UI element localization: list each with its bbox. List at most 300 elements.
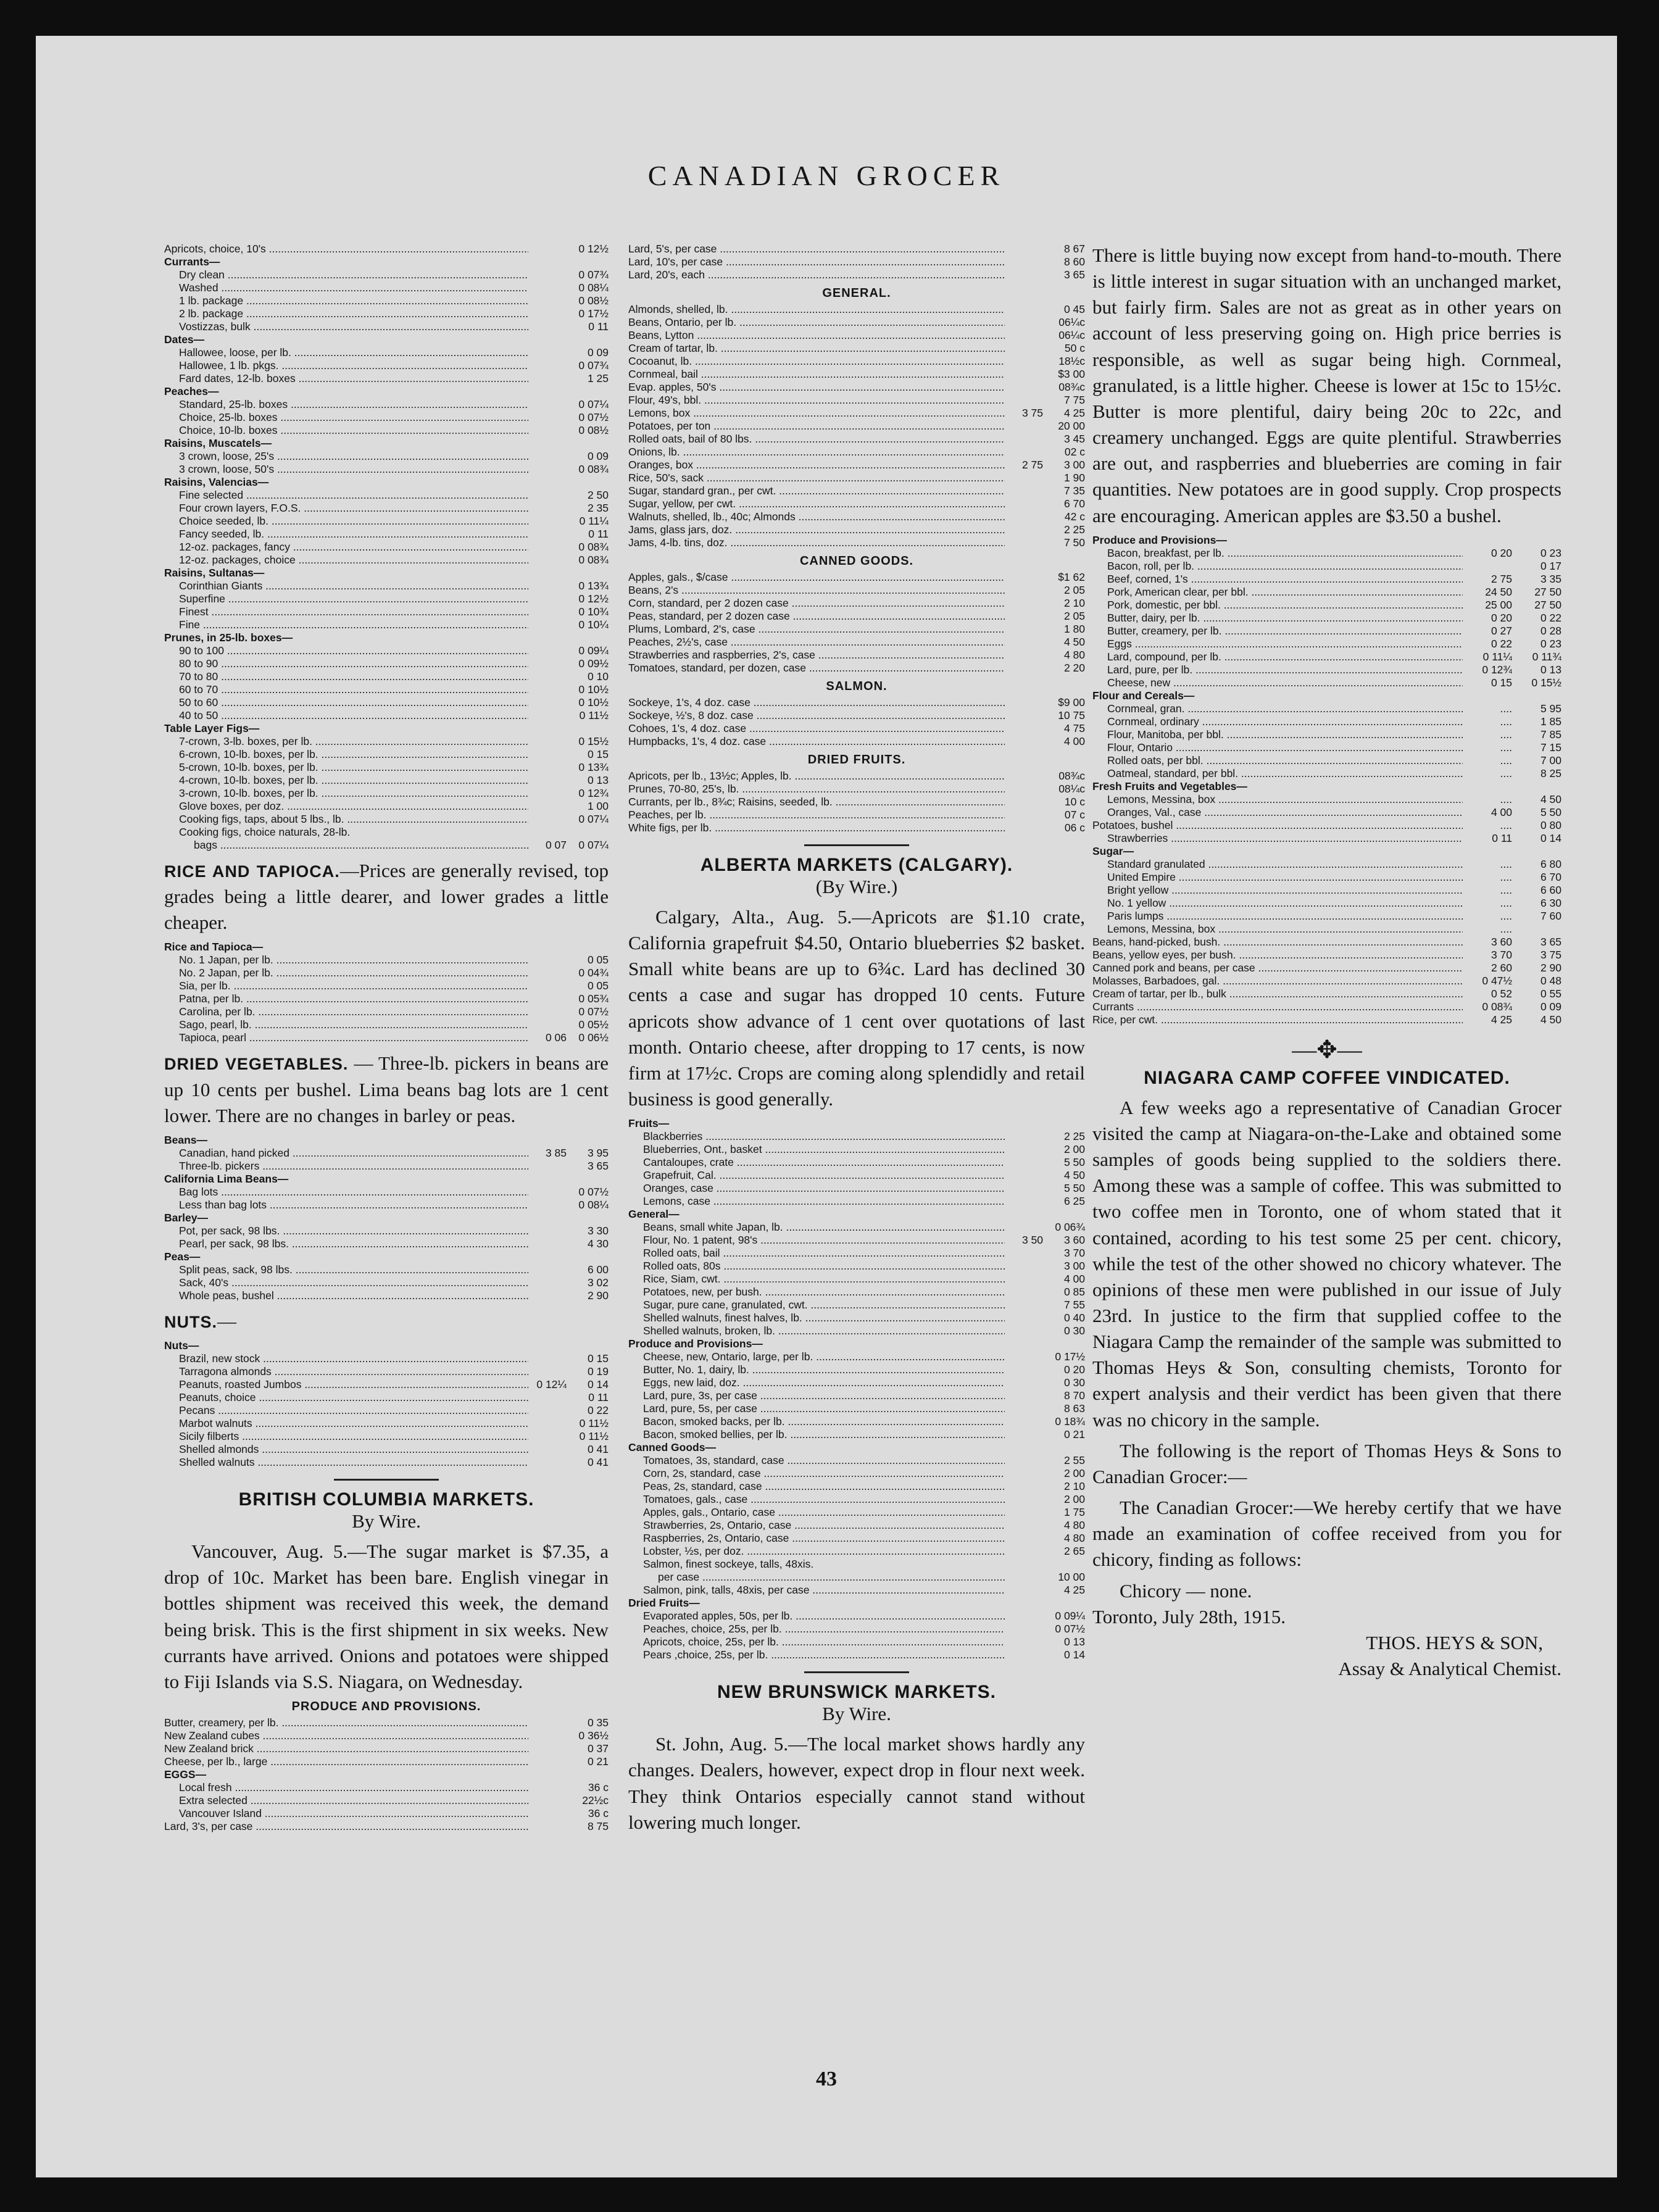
price-value [528,709,567,722]
price-value: 1 25 [587,372,609,385]
price-value: 0 27 [1491,624,1512,637]
price-value [528,670,567,683]
price-value: 6 25 [1063,1195,1085,1208]
price-value: 3 50 [1021,1234,1043,1247]
price-value: 2 50 [587,489,609,501]
price-value [528,580,567,592]
item-label: Rolled oats, per bbl. ..... [1092,754,1463,767]
price-value: 7 50 [1063,536,1085,549]
item-label: No. 1 Japan, per lb. ..... [164,954,528,967]
table-row [164,670,609,683]
item-label: Sugar— [1092,844,1134,857]
price-value [528,1199,567,1212]
price-value: 4 50 [1063,1169,1085,1182]
item-label: Butter, dairy, per lb. ..... [1092,612,1463,625]
table-row [1092,702,1561,715]
price-value: 8 75 [587,1820,609,1833]
price-value: 2 90 [587,1289,609,1302]
table-row [164,992,609,1005]
price-value: .... [1500,767,1512,780]
table-row [164,1276,609,1289]
price-value: 0 11 [588,1391,609,1404]
item-label: Rolled oats, bail ..... [628,1247,1005,1260]
item-label: Paris lumps ..... [1092,910,1463,923]
price-value: 4 00 [1063,735,1085,747]
item-label: 70 to 80 ..... [164,670,528,683]
table-row [164,294,609,307]
table-row [628,1117,1085,1130]
price-value: 3 65 [1540,935,1561,948]
price-value: 50 c [1064,342,1085,354]
table-row [628,1182,1085,1195]
table-row [164,1339,609,1352]
item-label: Sia, per lb. ..... [164,979,528,992]
table-row [628,735,1085,748]
price-value [1512,780,1561,793]
table-row [164,256,609,268]
table-row [1092,780,1561,793]
price-table [164,1339,609,1469]
price-value: 08¼c [1058,783,1085,795]
item-label: Tomatoes, standard, per dozen, case ..... [628,662,1005,675]
article-paragraph: Calgary, Alta., Aug. 5.—Apricots are $1.10 crate, California grapefruit $4.50, Ontario blueberries $2 basket. Small white beans are up to 6¾c. Lard has declined 30 cents a case and sugar has dropped 10 cents. Future apricots show advance of 1 cent over quotations of last month. Ontario cheese, after dropping to 17 cents, is now firm at 17½c. Crops are coming along splendidly and retail business is good generally. [628,906,1085,1110]
ornament-icon: —✥— [1292,1035,1362,1063]
table-row [1092,1000,1561,1013]
price-value: 0 21 [587,1755,609,1768]
price-value [1005,510,1043,523]
item-label: Carolina, per lb. ..... [164,1005,528,1018]
price-value [1005,1143,1043,1156]
price-value: 10 75 [1058,709,1085,721]
price-value: 0 09¼ [578,644,609,657]
item-label: Cream of tartar, lb. ..... [628,342,1005,355]
table-row [164,1224,609,1237]
price-value: 6 30 [1540,896,1561,909]
price-value: 0 21 [1063,1428,1085,1441]
price-value: 3 95 [587,1146,609,1159]
nuts-paragraph: NUTS.— [164,1310,236,1332]
price-value: 0 15 [587,1352,609,1365]
price-value: 7 85 [1540,728,1561,741]
price-value: 0 30 [1063,1376,1085,1389]
price-value [528,967,567,979]
price-value [567,1173,609,1186]
price-value: 0 10 [587,670,609,683]
rice-paragraph: RICE AND TAPIOCA.—Prices are generally revised, top grades being a little dearer, and lower grades a little cheaper. [164,860,609,934]
price-value: 3 75 [1021,407,1043,419]
price-value: .... [1500,922,1512,935]
table-row [1092,819,1561,832]
price-value [528,1186,567,1199]
price-value: 6 70 [1540,870,1561,883]
table-row [628,433,1085,446]
item-label: Dry clean ..... [164,268,528,281]
price-value: 36 c [588,1781,609,1794]
price-value: .... [1500,896,1512,909]
article-paragraph: Toronto, July 28th, 1915. [1092,1605,1286,1628]
price-value [1005,472,1043,484]
section-title: NEW BRUNSWICK MARKETS. [717,1682,996,1703]
table-row [1092,689,1561,702]
item-label: 3 crown, loose, 25's ..... [164,450,528,463]
price-value [567,1134,609,1147]
item-label: Whole peas, bushel ..... [164,1289,528,1302]
price-value: .... [1500,741,1512,754]
item-label: Split peas, sack, 98 lbs. ..... [164,1263,528,1276]
price-value [1463,534,1512,547]
table-row [628,1169,1085,1182]
item-label: Cornmeal, bail ..... [628,368,1005,381]
price-value [1005,1558,1043,1571]
table-row [164,813,609,826]
price-value [528,1339,567,1352]
price-value: 0 12¼ [536,1378,567,1391]
price-value [1005,497,1043,510]
price-value: 2 75 [1021,459,1043,471]
price-value [528,761,567,774]
price-value [1005,1545,1043,1558]
section-title: NIAGARA CAMP COFFEE VINDICATED. [1144,1067,1510,1088]
price-value: 3 30 [587,1224,609,1237]
price-value [528,1794,567,1807]
item-label: Onions, lb. ..... [628,446,1005,459]
table-row [1092,793,1561,806]
price-value [528,1781,567,1794]
table-row [628,510,1085,523]
section-title: ALBERTA MARKETS (CALGARY). [700,855,1013,875]
table-row [628,1441,1085,1454]
price-value [1005,1532,1043,1545]
item-label: Lard, pure, per lb. ..... [1092,663,1463,676]
price-value: 3 65 [1063,268,1085,281]
item-label: 12-oz. packages, fancy ..... [164,541,528,554]
price-value [1005,243,1043,256]
item-label: Dried Fruits— [628,1597,700,1610]
price-value [1005,636,1043,649]
item-label: Barley— [164,1211,209,1224]
price-value: 2 75 [1491,572,1512,585]
price-value [528,1263,567,1276]
table-row [164,1237,609,1250]
item-label: Choice seeded, lb. ..... [164,515,528,528]
price-value: 2 10 [1063,1480,1085,1493]
table-row [164,1289,609,1302]
price-value: 6 60 [1540,883,1561,896]
item-label: White figs, per lb. ..... [628,821,1005,834]
item-label: Lemons, Messina, box ..... [1092,923,1463,936]
price-value [528,954,567,967]
price-value [1005,1649,1043,1661]
price-value: 0 09 [587,450,609,462]
price-value: 0 18¾ [1055,1415,1085,1428]
table-title: DRIED FRUITS. [807,753,906,767]
price-value [1005,1441,1043,1454]
item-label: Oatmeal, standard, per bbl. ..... [1092,767,1463,780]
price-value [528,1276,567,1289]
price-value: 25 00 [1485,598,1512,611]
price-value: 2 05 [1063,610,1085,622]
price-value: 0 07¾ [578,268,609,281]
price-value [528,774,567,787]
table-row [628,1584,1085,1597]
table-row [164,618,609,631]
item-label: Nuts— [164,1339,199,1352]
item-label: Peaches, 2½'s, case ..... [628,636,1005,649]
price-value [528,735,567,748]
item-label: Jams, glass jars, doz. ..... [628,523,1005,536]
price-value: 0 52 [1491,987,1512,1000]
price-value: 06¼c [1058,329,1085,341]
item-label: Strawberries ..... [1092,832,1463,845]
price-value [1512,534,1561,547]
item-label: Standard, 25-lb. boxes ..... [164,398,528,411]
price-value: 4 80 [1063,649,1085,661]
article-paragraph: There is little buying now except from hand-to-mouth. There is little interest in sugar situation with an unchanged market, but fairly firm. Sales are not as great as in other years on account of less preserving going on. High price berries is responsible, as well as sugar being high. Cornmeal, granulated, is a little higher. Cheese is lower at 15c to 15½c. Butter is more plentiful, dairy being 20c to 22c, and creamery unchanged. Eggs are quite plentiful. Strawberries are out, and raspberries and blueberries are coming in fair quantities. New potatoes are in good supply. Crop prospects are encouraging. American apples are $3.50 a bushel. [1092,244,1561,526]
price-value: 5 50 [1063,1156,1085,1169]
price-value [567,1339,609,1352]
table-row [164,515,609,528]
price-value [567,476,609,489]
price-value [1005,696,1043,709]
signature-line: THOS. HEYS & SON, [1366,1631,1543,1653]
table-row [164,398,609,411]
price-value: 4 00 [1491,805,1512,818]
price-value [528,941,567,954]
price-value: 10 00 [1058,1571,1085,1584]
price-value: 0 06½ [578,1031,609,1044]
table-row [628,1428,1085,1441]
item-label: Strawberries, 2s, Ontario, case ..... [628,1519,1005,1532]
price-value: 0 04¾ [578,967,609,979]
item-label: Strawberries and raspberries, 2's, case ..... [628,649,1005,662]
table-row [628,1415,1085,1428]
item-label: Produce and Provisions— [1092,533,1227,546]
price-value: 3 02 [587,1276,609,1289]
item-label: Marbot walnuts ..... [164,1417,528,1430]
price-value: 0 22 [1491,637,1512,650]
price-value: 0 20 [1063,1363,1085,1376]
price-value: 2 60 [1491,961,1512,974]
table-row [164,281,609,294]
price-value: 0 23 [1540,637,1561,650]
table-row [628,243,1085,256]
item-label: Salmon, finest sockeye, talls, 48xis. [643,1558,814,1571]
price-table [164,941,609,1044]
item-label: Beans, small white Japan, lb. ..... [628,1221,1005,1234]
price-value [528,813,567,826]
price-value: 0 23 [1540,546,1561,559]
price-value: 2 25 [1063,523,1085,536]
table-row [628,256,1085,268]
price-value: 0 09½ [578,657,609,670]
table-row [628,1454,1085,1467]
price-value: 0 11½ [579,709,609,721]
item-label: Bacon, roll, per lb. ..... [1092,560,1463,573]
item-label: Sugar, pure cane, granulated, cwt. ..... [628,1299,1005,1312]
price-value [528,385,567,398]
price-value [1005,1454,1043,1467]
price-value [528,489,567,502]
table-row [628,1337,1085,1350]
item-label: Evap. apples, 50's ..... [628,381,1005,394]
price-value [528,1417,567,1430]
price-value: 0 05 [587,979,609,992]
price-value: .... [1500,818,1512,831]
item-label: Cheese, new, Ontario, large, per lb. ..... [628,1350,1005,1363]
price-value: 0 11½ [579,1430,609,1443]
price-value [528,424,567,437]
table-row [628,662,1085,675]
table-row [628,1636,1085,1649]
table-row [628,484,1085,497]
price-value [528,1134,567,1147]
price-value [1463,560,1512,573]
item-label: Sockeye, ½'s, 8 doz. case ..... [628,709,1005,722]
section-rule [804,844,909,846]
price-value [1005,1117,1043,1130]
article-paragraph: A few weeks ago a representative of Canadian Grocer visited the camp at Niagara-on-the-Lake and obtained some samples of goods being supplied to the soldiers there. Among these was a sample of coffee. This was submitted to two coffee men in Toronto, one of whom stated that it contained, acording to his test some 25 per cent. chicory, while the test of the other showed no chicory whatever. The opinions of these men were published in our issue of July 23rd. In justice to the firm that supplied coffee to the Niagara Camp the remainder of the sample was submitted to Thomas Heys & Son, consulting chemists, Toronto for expert analysis and their verdict has been given that there was no chicory in the sample. [1092,1096,1561,1431]
item-label: Pork, domestic, per bbl. ..... [1092,599,1463,612]
item-label: Blackberries ..... [628,1130,1005,1143]
table-row [164,631,609,644]
price-value: .... [1500,870,1512,883]
price-value: 0 06 [545,1031,567,1044]
price-value: 08¾c [1058,381,1085,393]
table-row [1092,845,1561,858]
table-row [628,1519,1085,1532]
price-value [1005,394,1043,407]
price-value [1043,1597,1085,1610]
section-title: BRITISH COLUMBIA MARKETS. [238,1489,534,1510]
price-value: 18½c [1058,355,1085,367]
table-row [164,979,609,992]
item-label: Tarragona almonds ..... [164,1365,528,1378]
price-value: 0 05 [587,954,609,967]
price-value [1005,523,1043,536]
item-label: Washed ..... [164,281,528,294]
item-label: Beans, Ontario, per lb. ..... [628,316,1005,329]
table-row [628,623,1085,636]
item-label: Four crown layers, F.O.S. ..... [164,502,528,515]
price-value [1005,316,1043,329]
price-value: 20 00 [1058,420,1085,432]
table-row [1092,806,1561,819]
table-row [628,1156,1085,1169]
price-value [528,398,567,411]
table-row [1092,547,1561,560]
table-row [628,597,1085,610]
price-value: 4 25 [1063,407,1085,419]
item-label: Blueberries, Ont., basket ..... [628,1143,1005,1156]
price-value: 0 22 [1540,611,1561,624]
price-value [1005,1182,1043,1195]
item-label: Butter, creamery, per lb. ..... [1092,625,1463,638]
price-value [1005,796,1043,809]
table-row [628,1389,1085,1402]
item-label: Pork, American clear, per bbl. ..... [1092,586,1463,599]
item-label: Choice, 10-lb. boxes ..... [164,424,528,437]
price-value: $9 00 [1058,696,1085,709]
price-value: 2 00 [1063,1493,1085,1506]
table-row [164,1456,609,1469]
table-row [1092,638,1561,651]
price-value [528,618,567,631]
price-value [528,268,567,281]
table-row [628,1493,1085,1506]
table-row [1092,962,1561,975]
item-label: Fine ..... [164,618,528,631]
article-paragraph: St. John, Aug. 5.—The local market shows hardly any changes. Dealers, however, expect drop in flour next week. They think Ontarios especially cannot stand without lowering much longer. [628,1733,1085,1833]
price-value [528,696,567,709]
table-row [164,320,609,333]
table-row [1092,832,1561,845]
table-row [628,459,1085,472]
price-value [1005,1286,1043,1299]
price-value: 2 00 [1063,1143,1085,1156]
price-value: 0 45 [1063,303,1085,315]
byline: By Wire. [352,1510,421,1532]
item-label: Peaches— [164,385,219,397]
price-value [567,722,609,735]
item-label: Apples, gals., Ontario, case ..... [628,1506,1005,1519]
table-row [1092,651,1561,663]
table-row [164,1250,609,1263]
price-value: 0 15½ [578,735,609,747]
table-row [164,1352,609,1365]
table-row [164,1031,609,1044]
price-value [528,1352,567,1365]
item-label: Canned pork and beans, per case ..... [1092,962,1463,975]
column-2 [628,243,1085,1840]
price-value: 7 75 [1063,394,1085,406]
item-label: Lard, 20's, each ..... [628,268,1005,281]
item-label: Cheese, per lb., large ..... [164,1755,528,1768]
table-row [164,1729,609,1742]
price-value [1005,809,1043,821]
item-label: Rolled oats, 80s ..... [628,1260,1005,1273]
price-value: 27 50 [1534,585,1561,598]
price-value: 4 80 [1063,1519,1085,1532]
item-label: Sockeye, 1's, 4 doz. case ..... [628,696,1005,709]
item-label: Sack, 40's ..... [164,1276,528,1289]
table-row [164,1173,609,1186]
price-value: 3 60 [1491,935,1512,948]
price-table [164,1134,609,1302]
item-label: Finest ..... [164,605,528,618]
item-label: Three-lb. pickers ..... [164,1160,528,1173]
price-value [1005,571,1043,584]
table-row [164,696,609,709]
item-label: Pearl, per sack, 98 lbs. ..... [164,1237,528,1250]
price-value: 4 50 [1540,1013,1561,1026]
item-label: Oranges, box ..... [628,459,1005,472]
price-value: 0 13 [1063,1636,1085,1649]
price-value [528,567,567,580]
item-label: Lemons, box ..... [628,407,1005,420]
table-row [164,1417,609,1430]
item-label: Peanuts, roasted Jumbos ..... [164,1378,528,1391]
price-value: 0 22 [587,1404,609,1417]
table-row [628,1545,1085,1558]
table-row [164,385,609,398]
price-value [528,1160,567,1173]
table-row [164,954,609,967]
table-row [164,1186,609,1199]
price-table [628,303,1085,549]
item-label: Cantaloupes, crate ..... [628,1156,1005,1169]
item-label: No. 2 Japan, per lb. ..... [164,967,528,979]
price-value [1005,1169,1043,1182]
